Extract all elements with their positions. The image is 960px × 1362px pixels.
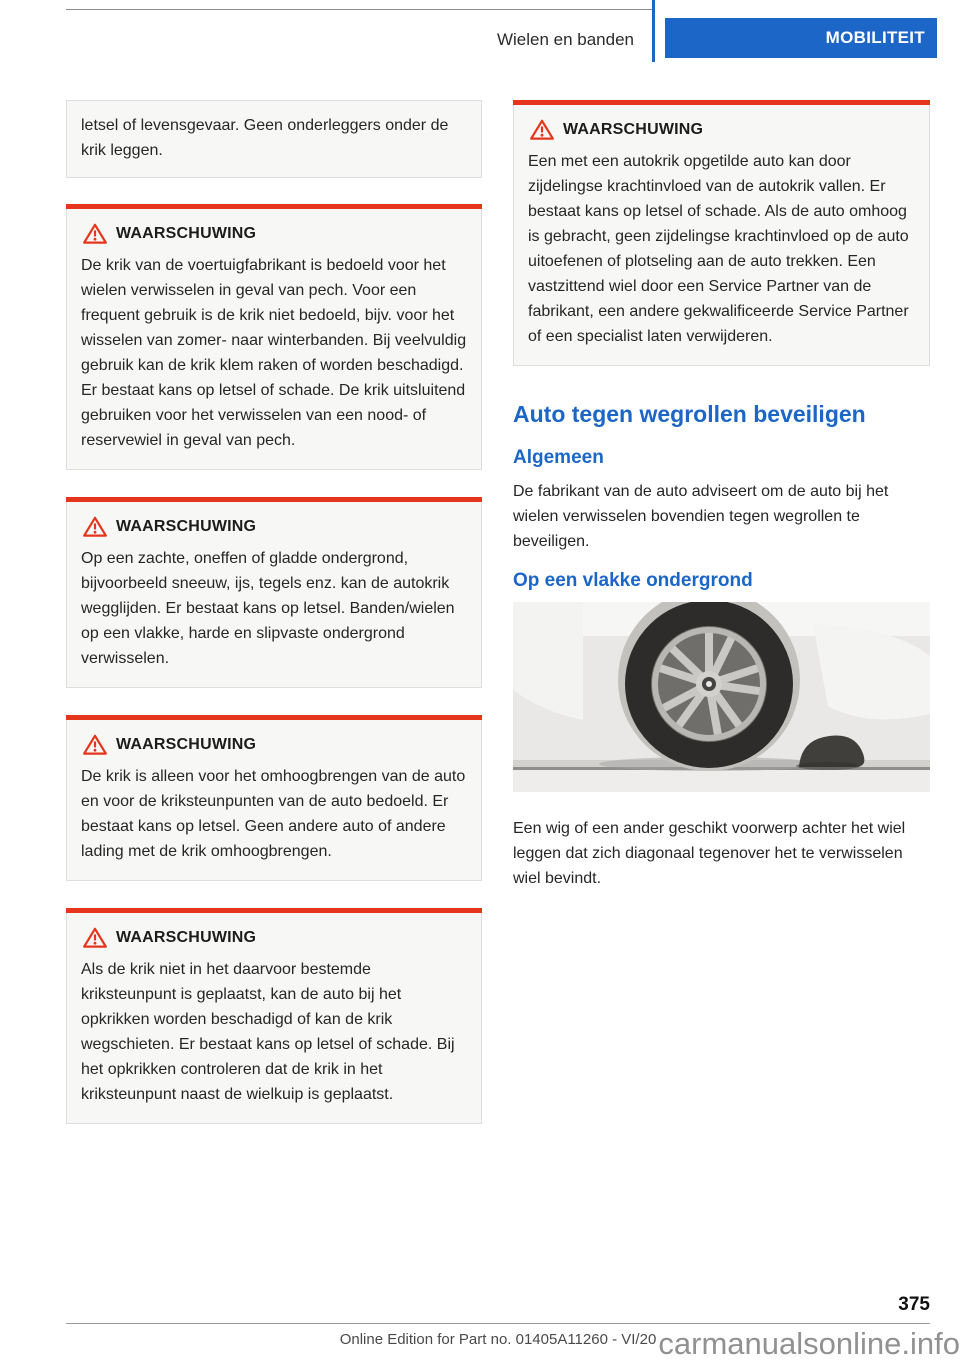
- warning-triangle-icon: [83, 516, 107, 537]
- warning-box-3: [66, 715, 482, 881]
- page-number: 375: [898, 1294, 930, 1315]
- header-left: [66, 0, 652, 62]
- warning-title-label: WAARSCHUWING: [116, 928, 257, 946]
- warning-body: [66, 720, 482, 881]
- header-divider: [652, 0, 655, 62]
- page-body: [0, 62, 960, 1151]
- warning-text: Op een zachte, oneffen of gladde ondergrond, bijvoorbeeld sneeuw, ijs, tegels enz. kan de autokrik wegglijden. Er bestaat kans op letsel. Banden/wielen op een vlakke, harde en slipvaste ondergrond verwisselen.: [81, 550, 455, 667]
- warning-continuation-box: [66, 100, 482, 178]
- warning-title-row: [528, 119, 915, 140]
- warning-title-label: WAARSCHUWING: [116, 735, 257, 753]
- warning-title-label: WAARSCHUWING: [116, 224, 257, 242]
- warning-body: [66, 209, 482, 470]
- warning-triangle-icon: [83, 223, 107, 244]
- subheading-vlakke-ondergrond: Op een vlakke ondergrond: [513, 570, 753, 591]
- watermark: carmanualsonline.info: [658, 1326, 960, 1361]
- warning-body: [66, 913, 482, 1124]
- warning-triangle-icon: [530, 119, 554, 140]
- section-tab: MOBILITEIT: [665, 18, 937, 58]
- footer-rule: [66, 1323, 930, 1324]
- chapter-title: Wielen en banden: [496, 30, 634, 49]
- page-header: [0, 0, 960, 62]
- warning-title-row: [81, 734, 467, 755]
- body-paragraph: Een wig of een ander geschikt voorwerp achter het wiel leggen dat zich diagonaal tegenover het te verwisselen wiel bevindt.: [513, 820, 906, 887]
- warning-box-5: [513, 100, 930, 366]
- warning-title-row: [81, 516, 467, 537]
- edition-note: Online Edition for Part no. 01405A11260 - VI/20: [339, 1331, 657, 1348]
- warning-title-label: WAARSCHUWING: [563, 120, 704, 138]
- warning-triangle-icon: [83, 927, 107, 948]
- warning-text: Als de krik niet in het daarvoor bestemde kriksteunpunt is geplaatst, kan de auto bij het opkrikken worden beschadigd of kan de krik wegschieten. Er bestaat kans op letsel of schade. Bij het opkrikken controleren dat de krik in het kriksteunpunt naast de wielkuip is geplaatst.: [81, 961, 455, 1103]
- subheading-algemeen: Algemeen: [513, 447, 604, 468]
- warning-body: [513, 105, 930, 366]
- warning-continuation-text: letsel of levensgevaar. Geen onderleggers onder de krik leggen.: [81, 117, 449, 159]
- warning-text: Een met een autokrik opgetilde auto kan door zijdelingse krachtinvloed van de autokrik vallen. Er bestaat kans op letsel of schade. Als de auto omhoog is gebracht, geen zijdelingse krachtinvloed op de auto uitoefenen of plotseling aan de auto trekken. Een vastzittend wiel door een Service Partner van de fabrikant, een andere gekwalificeerde Service Partner of een specialist laten verwijderen.: [528, 153, 909, 345]
- warning-box-4: [66, 908, 482, 1124]
- warning-triangle-icon: [83, 734, 107, 755]
- warning-body: [66, 502, 482, 688]
- left-column: [66, 100, 482, 1151]
- warning-box-1: [66, 204, 482, 470]
- warning-title-label: WAARSCHUWING: [116, 517, 257, 535]
- right-column: [513, 100, 930, 1151]
- warning-box-2: [66, 497, 482, 688]
- warning-text: De krik is alleen voor het omhoogbrengen van de auto en voor de kriksteunpunten van de auto bedoeld. Er bestaat kans op letsel. Geen andere auto of andere lading met de krik omhoogbrengen.: [81, 768, 466, 860]
- body-paragraph: De fabrikant van de auto adviseert om de auto bij het wielen verwisselen bovendien tegen wegrollen te beveiligen.: [513, 483, 889, 550]
- warning-title-row: [81, 223, 467, 244]
- warning-text: De krik van de voertuigfabrikant is bedoeld voor het wielen verwisselen in geval van pech. Voor een frequent gebruik is de krik niet bedoeld, bijv. voor het wisselen van zomer- naar winterbanden. Bij veelvuldig gebruik kan de krik klem raken of worden beschadigd. Er bestaat kans op letsel of schade. De krik uitsluitend gebruiken voor het verwisselen van een nood- of reservewiel in geval van pech.: [81, 257, 467, 449]
- page-footer: [66, 1294, 960, 1361]
- warning-title-row: [81, 927, 467, 948]
- wheel-chock-photo: [513, 602, 930, 792]
- section-heading: Auto tegen wegrollen beveiligen: [513, 401, 866, 427]
- header-rule: [66, 9, 652, 10]
